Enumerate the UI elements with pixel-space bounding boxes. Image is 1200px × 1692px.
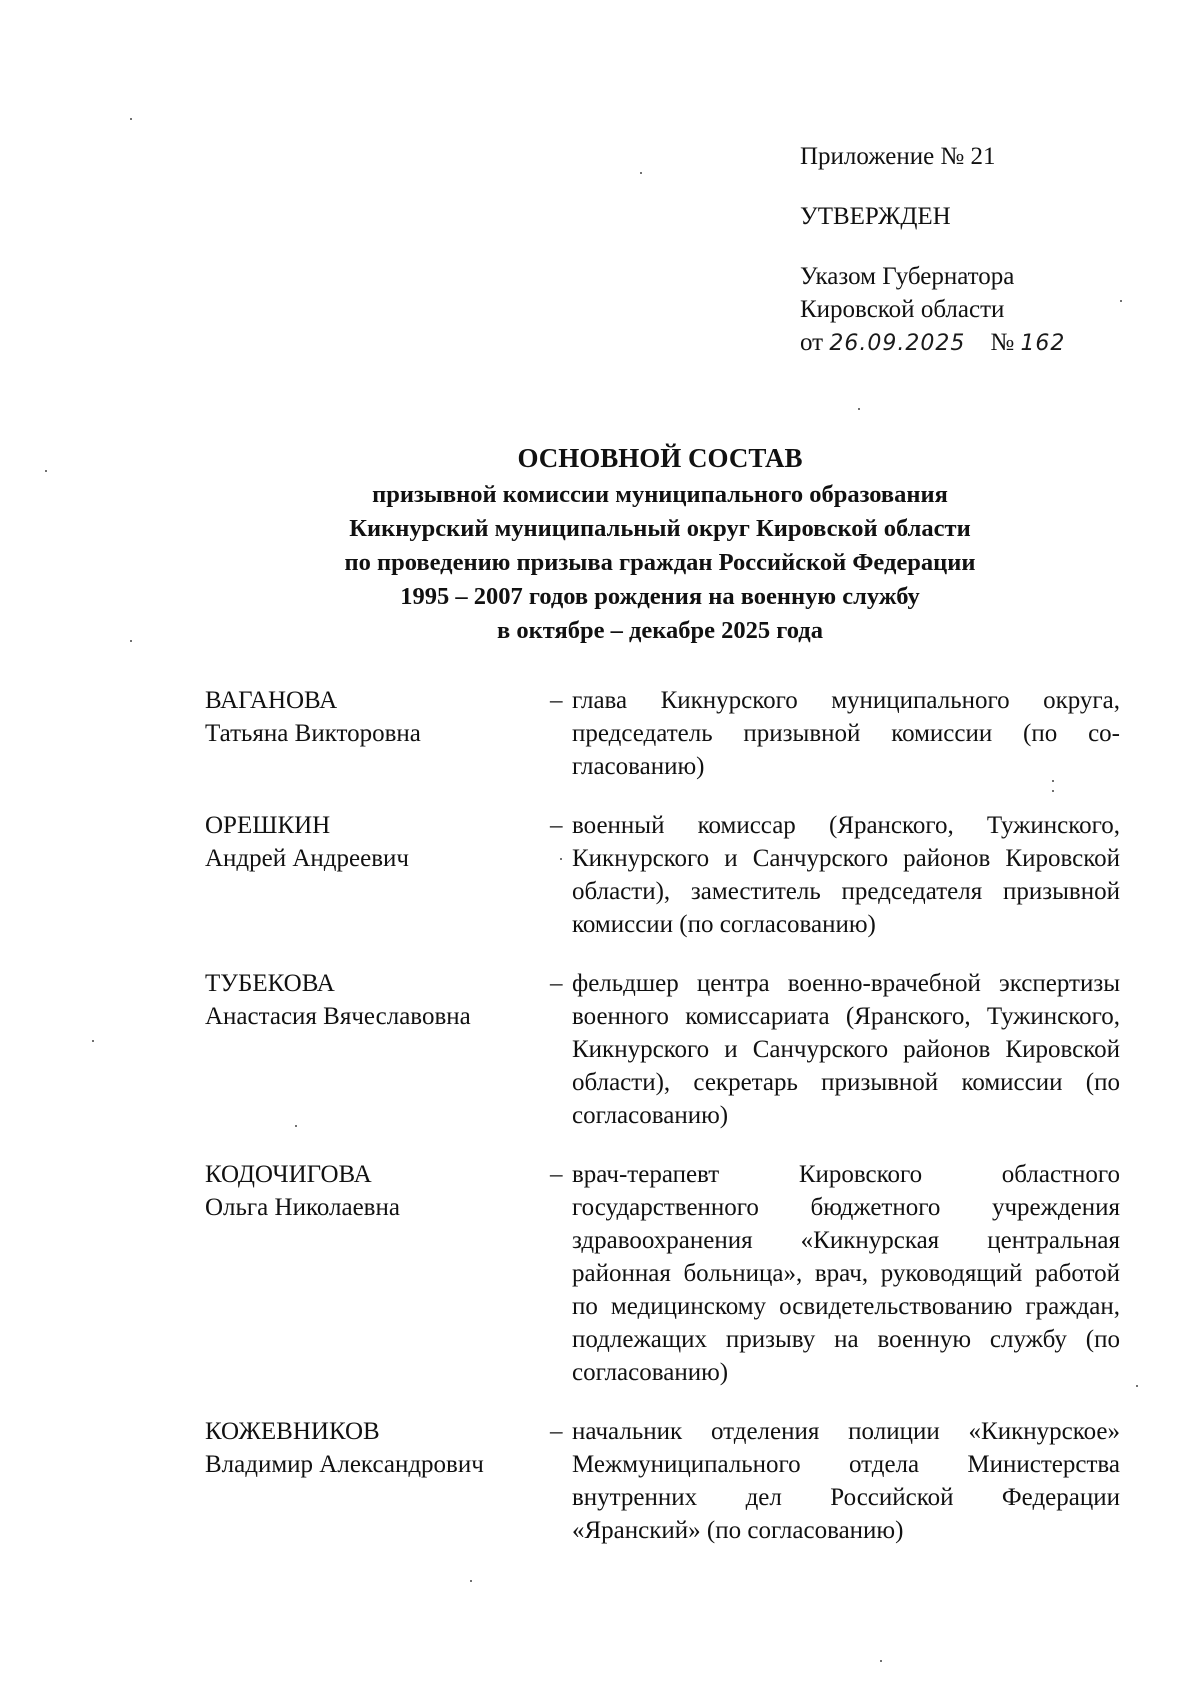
member-dash: – bbox=[550, 687, 563, 714]
member-given-name: Андрей Андреевич bbox=[205, 845, 409, 872]
scan-speck bbox=[880, 1660, 882, 1662]
member-name bbox=[205, 809, 550, 941]
commission-members-list bbox=[205, 684, 1120, 1547]
scan-speck bbox=[640, 172, 642, 174]
member-given-name: Владимир Александрович bbox=[205, 1451, 484, 1478]
title-line-2: Кикнурский муниципальный округ Кировской области bbox=[349, 515, 971, 542]
title-line-5: в октябре – декабре 2025 года bbox=[497, 617, 823, 644]
member-surname: ТУБЕКОВА bbox=[205, 970, 335, 997]
scan-speck bbox=[470, 1580, 472, 1582]
scan-speck bbox=[1052, 790, 1054, 792]
approval-stamp-block bbox=[800, 140, 1160, 360]
decree-date-number-line bbox=[800, 326, 1160, 360]
member-entry bbox=[205, 967, 1120, 1132]
appendix-number: Приложение № 21 bbox=[800, 143, 996, 170]
member-role: начальник отделения полиции «Кикнурское» Межмуниципального отдела Министерства внутренних дел Российской Федерации «Яранский» (по согласованию) bbox=[572, 1418, 1120, 1544]
scan-speck bbox=[1052, 780, 1054, 782]
member-surname: ОРЕШКИН bbox=[205, 812, 331, 839]
scan-speck bbox=[92, 1040, 94, 1042]
member-dash: – bbox=[550, 812, 563, 839]
member-role: военный комиссар (Яранского, Тужинского, Кикнурского и Санчурского районов Кировской области), заместитель председателя призывной комиссии (по согласованию) bbox=[572, 812, 1120, 938]
scan-speck bbox=[858, 408, 860, 410]
member-name bbox=[205, 967, 550, 1132]
member-name bbox=[205, 1415, 550, 1547]
scan-speck bbox=[1136, 1385, 1138, 1387]
scan-speck bbox=[130, 640, 132, 642]
member-role: глава Кикнурского муниципального округа, председатель призывной комиссии (по согласованию) bbox=[572, 687, 1120, 780]
scan-speck bbox=[560, 858, 562, 860]
scan-speck bbox=[45, 470, 47, 472]
scan-speck bbox=[1120, 300, 1122, 302]
member-role: врач-терапевт Кировского областного государственного бюджетного учреждения здравоохранения «Кикнурская центральная районная больница», врач, руководящий работой по медицинскому освидетельствованию граждан, подлежащих призыву на военную службу (по согласованию) bbox=[572, 1161, 1120, 1386]
title-line-1: призывной комиссии муниципального образования bbox=[372, 481, 948, 508]
scan-speck bbox=[130, 118, 132, 120]
member-entry bbox=[205, 1415, 1120, 1547]
member-entry bbox=[205, 684, 1120, 783]
approved-label: УТВЕРЖДЕН bbox=[800, 203, 951, 230]
member-entry bbox=[205, 809, 1120, 941]
number-prefix: № bbox=[990, 329, 1015, 356]
handwritten-decree-number: 162 bbox=[1020, 331, 1066, 356]
approved-by-line-2: Кировской области bbox=[800, 296, 1005, 323]
member-given-name: Ольга Николаевна bbox=[205, 1194, 400, 1221]
member-given-name: Татьяна Викторовна bbox=[205, 720, 421, 747]
member-surname: КОДОЧИГОВА bbox=[205, 1161, 372, 1188]
member-dash: – bbox=[550, 1418, 563, 1445]
member-surname: ВАГАНОВА bbox=[205, 687, 338, 714]
title-line-4: 1995 – 2007 годов рождения на военную службу bbox=[400, 583, 920, 610]
title-line-3: по проведению призыва граждан Российской Федерации bbox=[344, 549, 976, 576]
approved-by-line-1: Указом Губернатора bbox=[800, 263, 1015, 290]
scan-speck bbox=[295, 1125, 297, 1127]
member-dash: – bbox=[550, 1161, 563, 1188]
date-prefix: от bbox=[800, 329, 824, 356]
title-main: ОСНОВНОЙ СОСТАВ bbox=[517, 443, 803, 473]
document-title bbox=[150, 440, 1170, 648]
member-role: фельдшер центра военно-врачебной экспертизы военного комиссариата (Яранского, Тужинского, Кикнурского и Санчурского районов Кировской области), секретарь призывной комиссии (по согласованию) bbox=[572, 970, 1120, 1129]
member-given-name: Анастасия Вячеславовна bbox=[205, 1003, 471, 1030]
member-name bbox=[205, 684, 550, 783]
member-entry bbox=[205, 1158, 1120, 1389]
handwritten-date: 26.09.2025 bbox=[829, 331, 966, 356]
member-dash: – bbox=[550, 970, 563, 997]
member-surname: КОЖЕВНИКОВ bbox=[205, 1418, 380, 1445]
member-name bbox=[205, 1158, 550, 1389]
